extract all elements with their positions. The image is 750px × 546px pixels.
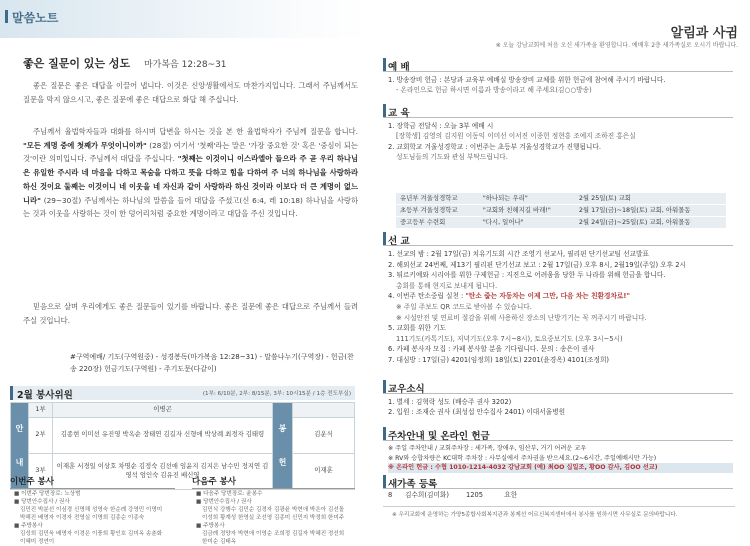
this-week-divider [10, 488, 175, 489]
volunteers-header [10, 386, 355, 400]
volunteers-accent [10, 386, 13, 400]
volunteers-title: 2월 봉사위원 [17, 390, 73, 401]
mission-line: 111기도(카톡기도), 저녁기도(오후 7시~8시), 토요중보기도 (오후 3시~5시) [396, 334, 623, 343]
worship-body [388, 75, 733, 96]
parking-header [383, 427, 733, 441]
education-line: 2. 교회학교 겨울성경학교 : 이번주는 초등부 겨울성경학교가 진행됩니다. [388, 142, 601, 151]
right-cell [293, 403, 355, 418]
next-week-line: ■ 다음주 당번장로: 윤봉수 [196, 491, 263, 497]
right-side-label-1: 봉 [278, 424, 287, 434]
sermon-p2-conclusion: (29~30절) 주님께서는 하나님의 말씀을 들어 대답을 주셨고(신 6:4, 레 10:18) 하나님을 사랑하는 것과 이웃을 사랑하는 것이 한 덩어리처럼 중요한 계명이라고 대답을 주신 것입니다. [23, 195, 358, 219]
education-accent [383, 104, 386, 117]
right-side-label-2: 헌 [278, 457, 287, 467]
this-week-list [14, 490, 179, 530]
worship-accent [383, 58, 386, 71]
newcomers-accent [383, 475, 386, 488]
members-line: 2. 입원 : 조재순 권사 (최성섭 안수집사 2401) 이대서울병원 [388, 408, 566, 417]
worship-line: - 온라인으로 헌금 하시면 이름과 방송이라고 해 주세요(김○○방송) [396, 86, 592, 95]
volunteers-table [10, 402, 355, 490]
table-row [396, 217, 726, 229]
left-side-label-1: 안 [15, 424, 24, 434]
sermon-paragraph-3: 믿음으로 살며 우리에게도 좋은 질문들이 있기를 바랍니다. 좋은 질문에 좋은 대답으로 주님께서 들려 주실 것입니다. [23, 302, 358, 325]
worship-header [383, 58, 733, 72]
camp-name: 초등부 겨울성경학교 [396, 205, 479, 217]
sermon-p2-intro: 주님께서 율법학자들과 대화를 하시며 답변을 하시는 것을 본 한 율법학자가 주님께 질문을 합니다. [33, 127, 358, 136]
this-week-line: ■ 주방봉사 [14, 523, 43, 529]
camp-theme: "다시, 일어나" [479, 217, 575, 229]
names-cell: 이재훈 서경일 이상호 차명순 김정숙 김선애 임윤지 김지은 남수민 정지연 김영석 엄인숙 김유진 배신영 [53, 453, 273, 489]
camp-name: 중고등부 수련회 [396, 217, 479, 229]
sermon-paragraph-2 [23, 125, 358, 221]
sermon-p2-explain: (28절) 여기서 '첫째'라는 말은 '가장 중요한 것' 혹은 '중심이 되는 것'이란 의미입니다. 주님께서 대답을 주십니다. [23, 140, 358, 164]
mission-header [383, 232, 733, 246]
camp-theme: "교회와 친해지길 바래!" [479, 205, 575, 217]
next-week-divider [192, 488, 355, 489]
table-row [396, 205, 726, 217]
mission-line: 총회를 통해 현지로 보내게 됩니다. [396, 281, 498, 290]
sermon-reference: 마가복음 12:28~31 [143, 60, 227, 70]
left-side-label-2: 내 [15, 457, 24, 467]
table-row [11, 403, 355, 418]
next-week-list [196, 490, 359, 530]
camp-table [396, 193, 726, 229]
sermon-title [23, 55, 227, 71]
names-cell: 김종현 이미선 유진영 박옥순 장태연 김길자 신형애 박상례 최경자 김태령 [53, 417, 273, 453]
members-title: 교우소식 [388, 384, 425, 395]
camp-name: 유년부 겨울성경학교 [396, 193, 479, 205]
newcomers-title: 새가족 등록 [388, 479, 438, 490]
right-header-subtitle: ※ 오늘 강남교회에 처음 오신 새가족을 환영합니다. 예배후 2층 새가족실로 오시기 바랍니다. [495, 42, 738, 49]
members-header [383, 380, 733, 394]
education-line: [장학생] 김영의 김지원 이동익 이미선 이서진 이종헌 정현흥 조예지 조하진 홍은실 [396, 132, 636, 141]
mission-line [388, 291, 733, 302]
camp-theme: "하나되는 우리" [479, 193, 575, 205]
sermon-title-text: 좋은 질문이 있는 성도 [23, 57, 131, 70]
next-week-title: 다음주 봉사 [192, 477, 237, 487]
this-week-line: 김민진 박분선 이심경 신명해 성영숙 한순례 강영민 이명미 [20, 507, 163, 513]
part-cell: 1부 [29, 403, 53, 418]
members-accent [383, 380, 386, 393]
camp-date: 2월 24일(금)~25일(토) 교회, 아워몰동 [575, 217, 726, 229]
next-week-line: 한미순 김태옥 [202, 539, 237, 545]
members-body [388, 397, 733, 418]
camp-date: 2월 17일(금)~18일(토) 교회, 아워몰동 [575, 205, 726, 217]
carbon-slogan: "탄소 줍는 자동차는 이제 그만, 다음 차는 친환경차로!" [465, 292, 630, 301]
right-header [372, 0, 750, 41]
online-offering-line: ※ 온라인 헌금 : 수협 1010-1214-4032 강남교회 (예) 최OO 십일조, 황OO 감사, 김OO 선교) [388, 463, 733, 473]
header-accent [5, 10, 8, 23]
this-week-line: ■ 당번안수집사 / 권사 [14, 499, 70, 505]
parking-body [388, 444, 733, 473]
footer-note: ※ 우리교회에 운영하는 가양5종합사회복지관과 봉제선 어르신복지센터에서 봉사를 원하시면 사무실로 문의바랍니다. [392, 512, 678, 518]
mission-line: ※ 주일 주보도 QR 코드로 받아볼 수 있습니다. [396, 302, 532, 311]
carbon-label: 4. 이번주 탄소중립 실천 : [388, 292, 466, 301]
next-week-line: 이성희 황계성 한영실 조선영 김종미 신민지 박정희 한미주 [202, 515, 345, 521]
table-row [11, 417, 355, 453]
cell-worship-order: #구역예배/ 기도(구역원중) - 성경봉독(마가복음 12:28~31) - 말씀나누기(구역장) - 헌금(찬송 220장) 헌금기도(구역원) - 주기도문(다같이) [70, 353, 354, 373]
volunteers-note: (1부: 6/10분, 2부: 8/15분, 3부: 10시15분 / 1층 전도부실) [202, 391, 351, 397]
right-cell: 이재훈 [293, 453, 355, 489]
table-row [11, 453, 355, 489]
column-head: 이병곤 [53, 403, 273, 418]
camp-date: 2월 25일(토) 교회 [575, 193, 726, 205]
next-week-kitchen [202, 530, 365, 546]
newcomers-header [383, 475, 733, 489]
next-week-line: 김민식 강행수 김민순 김경자 김광윤 박현애 박은아 김선돌 [202, 507, 345, 513]
mission-line: 6. 카페 봉사자 모집 : 카페 봉사할 분을 기다립니다. 문의 : 송은이 권사 [388, 345, 595, 354]
this-week-title: 이번주 봉사 [10, 477, 55, 487]
worship-title: 예 배 [388, 62, 410, 73]
footer-divider [383, 506, 735, 507]
education-line: 성도님들의 기도와 관심 부탁드립니다. [396, 153, 508, 162]
mission-line: 5. 교회를 위한 기도 [388, 324, 446, 333]
members-line: 1. 별세 : 김혁락 성도 (배승주 권사 3202) [388, 398, 512, 406]
left-header-title: 말씀노트 [12, 11, 59, 25]
education-body [388, 121, 733, 163]
newcomers-line: 8 김수희(김미화) 1205 요한 [388, 491, 518, 499]
mission-title: 선 교 [388, 236, 410, 247]
right-side-label [273, 403, 293, 490]
table-row [396, 193, 726, 205]
education-title: 교 육 [388, 108, 410, 119]
worship-line: 1. 방송장비 헌금 : 본당과 교육부 예배실 방송장비 교체를 위한 헌금에 참여해 주시기 바랍니다. [388, 76, 666, 84]
mission-line: 3. 튀르키예와 시리아를 위한 구제헌금 : 지진으로 어려움을 당한 두 나라를 위해 헌금을 합니다. [388, 271, 666, 280]
mission-line: 7. 대심방 : 17일(금) 4201(임정희) 18일(토) 2201(윤경옥) 4101(조정희) [388, 355, 610, 364]
this-week-kitchen [20, 530, 185, 546]
this-week-line: ■ 이번주 당번장로: 노상범 [14, 491, 81, 497]
parking-accent [383, 427, 386, 440]
right-header-title: 알림과 사귐 [670, 26, 738, 41]
parking-title: 주차안내 및 온라인 헌금 [388, 431, 490, 442]
mission-line: 2. 해외선교 24번째, 제13기 필리핀 단기선교 보고 : 2월 17일(금) 오후 8시, 2월19일(주일) 오후 2시 [388, 260, 686, 269]
this-week-line: 이혜미 정연이 [20, 539, 55, 545]
mission-accent [383, 232, 386, 245]
mission-body [388, 249, 733, 366]
mission-line: ※ 시설안전 및 연료비 절감을 위해 사용하신 장소의 난방기기는 꼭 꺼주시기 바랍니다. [396, 313, 647, 322]
this-week-line: 박해진 배명자 이경자 전영실 이명희 김종순 이종숙 [20, 515, 145, 521]
part-cell: 3부 [29, 453, 53, 489]
left-header [0, 0, 368, 38]
education-line: 1. 장학금 전달식 : 오늘 3부 예배 시 [388, 122, 494, 130]
next-week-line: ■ 주방봉사 [196, 523, 225, 529]
right-cell: 김운식 [293, 417, 355, 453]
sermon-p2-answer: "첫째는 이것이니 이스라엘아 들으라 주 곧 우리 하나님은 유일한 주시라 네 마음을 다하고 목숨을 다하고 뜻을 다하고 힘을 다하여 주 너의 하나님을 사랑하라 하신 것이요 둘째는 이것이니 네 이웃을 네 자신과 같이 사랑하라 하신 것이라 이보다 더 큰 계명이 없느니라" [23, 154, 358, 205]
mission-line: 1. 선교의 밤 : 2월 17일(금) 치유기도회 시간 조영기 선교사, 필리핀 단기선교팀 선교발표 [388, 250, 649, 258]
sermon-p2-question: "모든 계명 중에 첫째가 무엇이니이까" [23, 140, 147, 150]
sermon-paragraph-1: 좋은 질문은 좋은 대답을 이끌어 냅니다. 이것은 신앙생활에서도 마찬가지입니다. 그래서 주님께서도 질문을 막지 않으시고, 좋은 질문에 좋은 대답으로 화답 해 주십니다. [23, 81, 358, 104]
parking-line: ※ 주일 주차안내 / 교회주차장 : 세가족, 장애우, 임산부, 거기 어려운 교우 [388, 445, 587, 452]
this-week-line: 김성희 김민욱 배명자 이경은 이풍희 황인호 김미옥 송춘화 [20, 531, 163, 537]
part-cell: 2부 [29, 417, 53, 453]
parking-line: ※ RV와 승합차량은 KC대학 주차장 : 사무실에서 주차권을 받으세요.(2~6시간, 주일예배시만 가능) [388, 454, 657, 462]
next-week-line: ■ 당번안수집사 / 권사 [196, 499, 252, 505]
next-week-line: 김금례 정양자 박현애 이영순 조희정 김길자 박혜진 정선희 [202, 531, 345, 537]
education-header [383, 104, 733, 118]
